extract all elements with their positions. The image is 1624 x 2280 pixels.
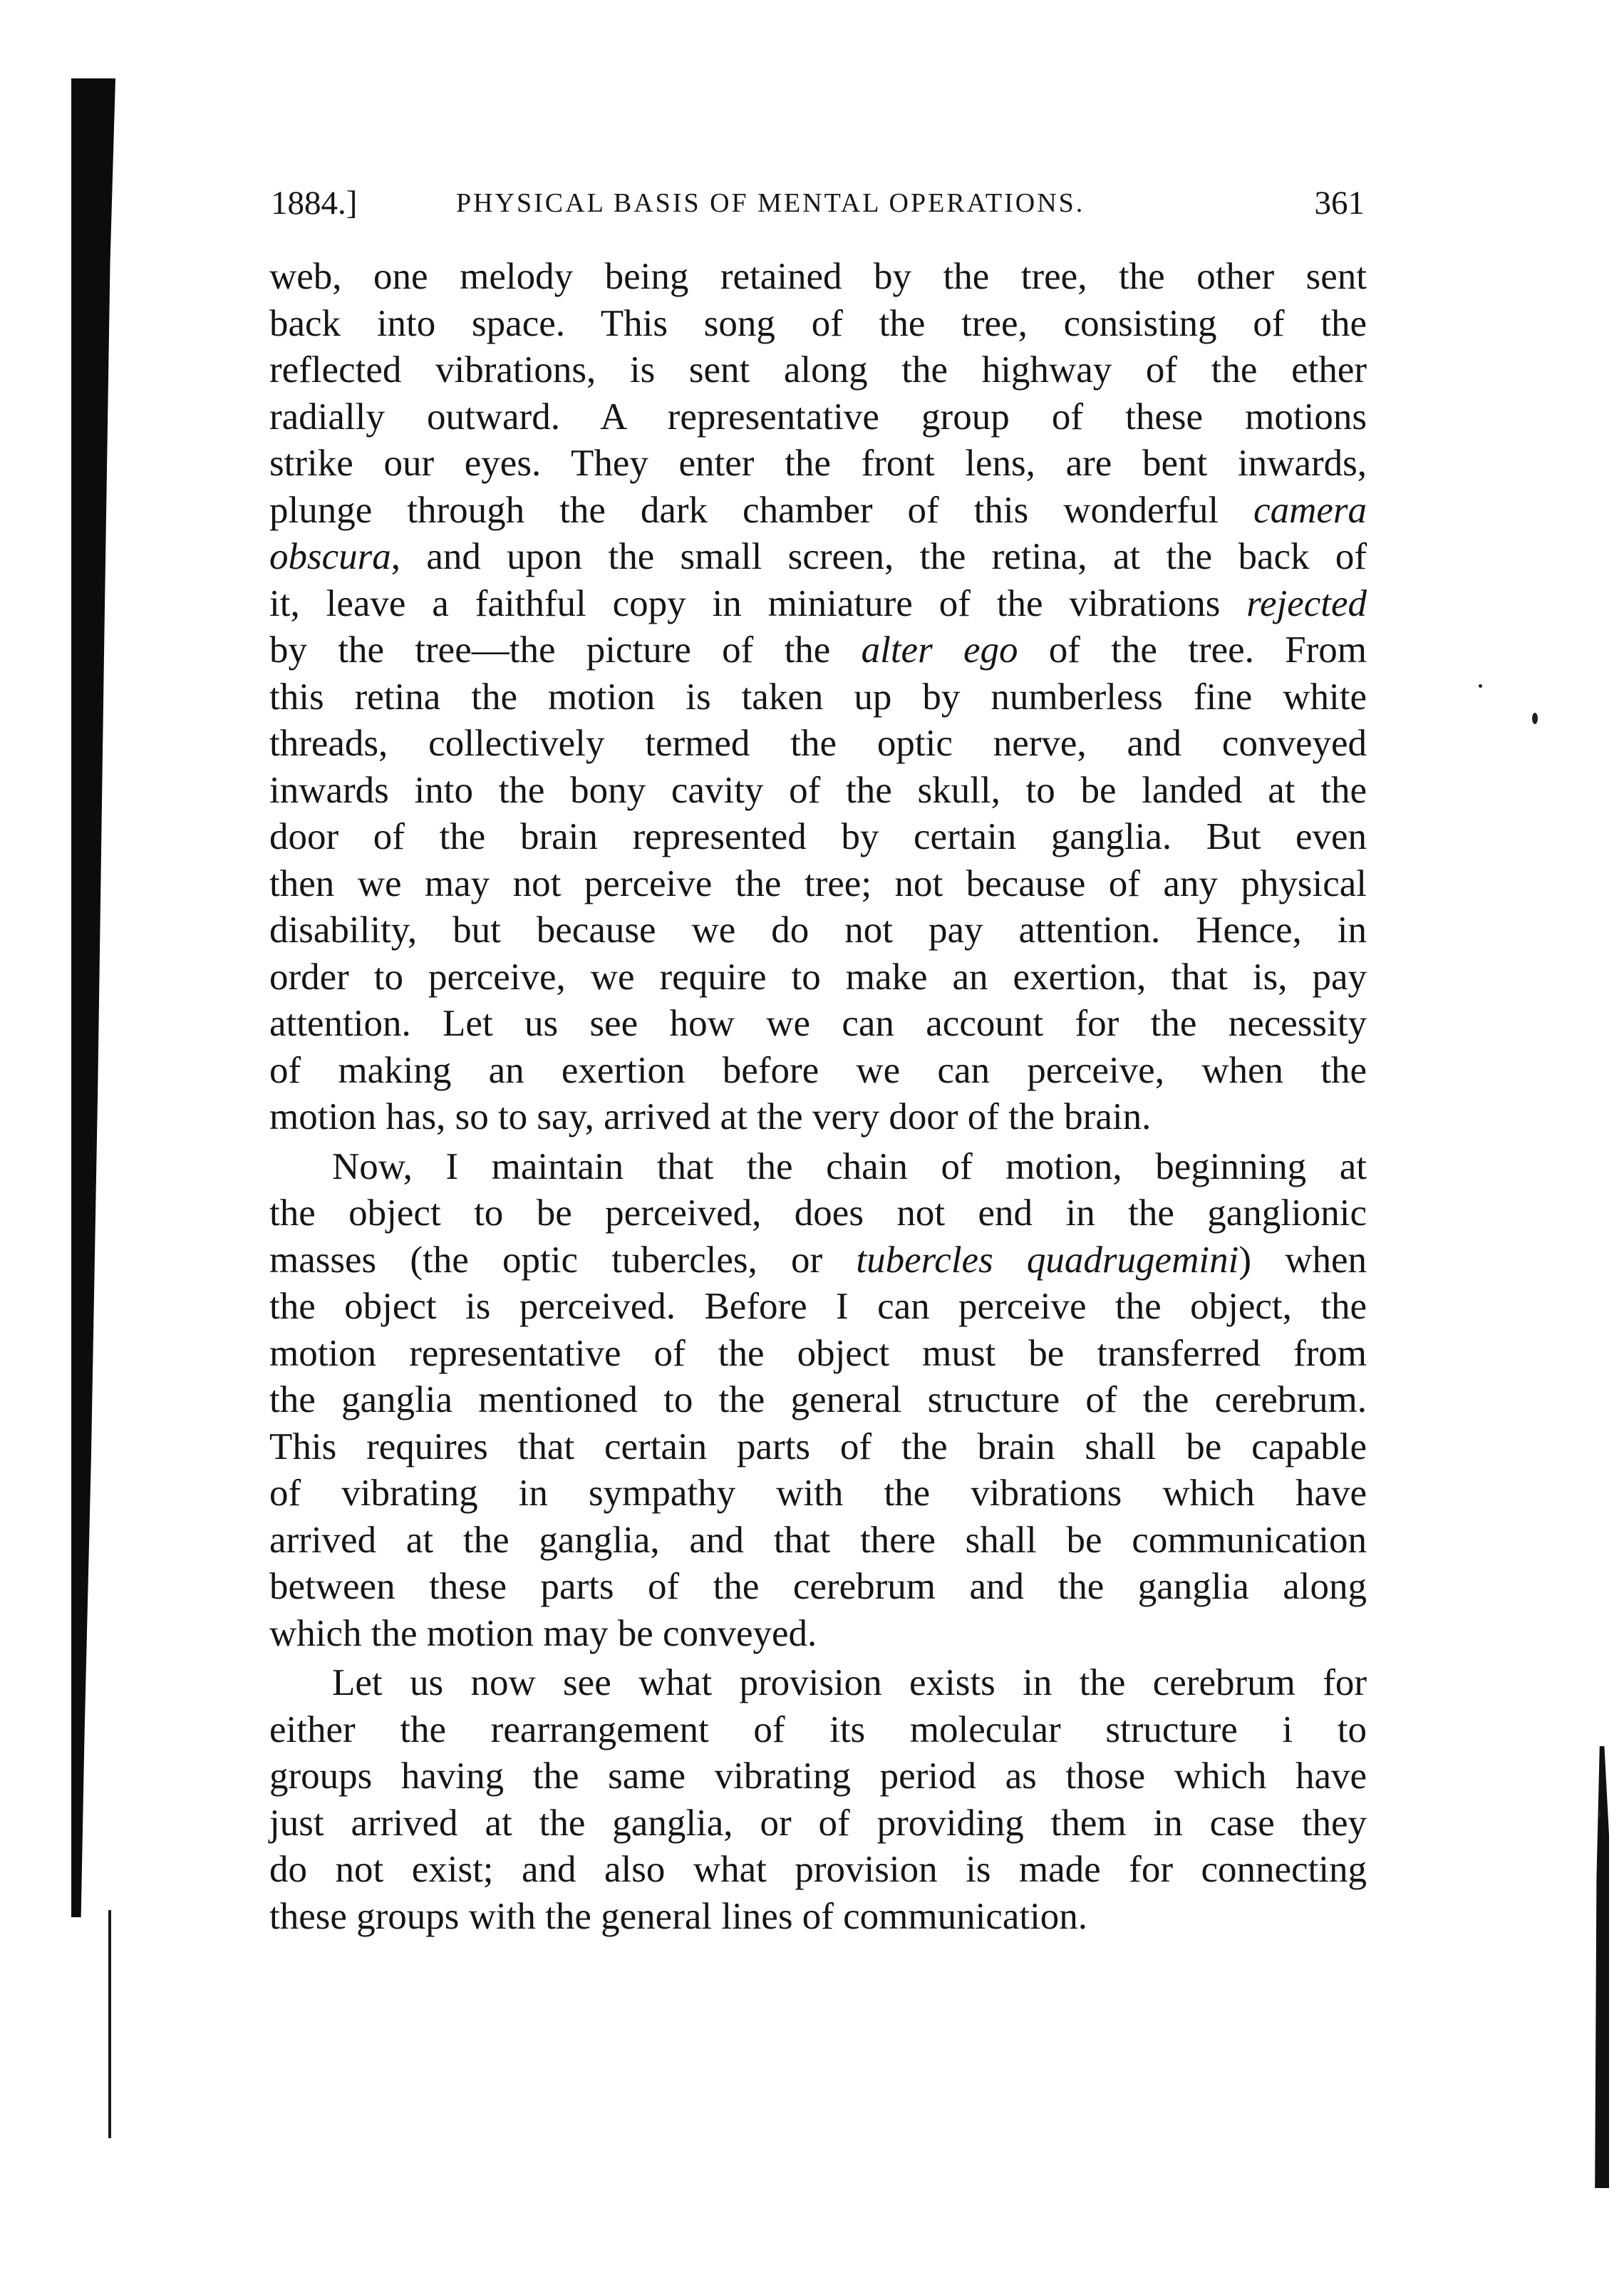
paragraph-3 — [269, 1660, 1367, 1940]
text-line: just arrived at the ganglia, or of providing them in case they — [269, 1802, 1367, 1844]
text-line: arrived at the ganglia, and that there shall be communication — [269, 1519, 1367, 1561]
text-line: either the rearrangement of its molecular structure i to — [269, 1708, 1367, 1750]
text-line: the ganglia mentioned to the general structure of the cerebrum. — [269, 1379, 1367, 1420]
binding-edge-left — [71, 0, 114, 2280]
binding-shadow — [71, 78, 115, 1917]
text-line: obscura, and upon the small screen, the retina, at the back of — [269, 536, 1367, 577]
scan-speck — [1598, 1810, 1600, 1817]
page-number: 361 — [1314, 185, 1365, 222]
binding-edge-right — [1593, 1746, 1609, 2188]
text-line: strike our eyes. They enter the front lens, are bent inwards, — [269, 443, 1367, 484]
header-title: PHYSICAL BASIS OF MENTAL OPERATIONS. — [456, 188, 1085, 218]
text-line: order to perceive, we require to make an exertion, that is, pay — [269, 956, 1367, 998]
scan-speck — [1479, 684, 1482, 688]
text-line: attention. Let us see how we can account for the necessity — [269, 1003, 1367, 1044]
header-year: 1884.] — [271, 185, 358, 222]
text-line: between these parts of the cerebrum and the ganglia along — [269, 1566, 1367, 1607]
text-line: it, leave a faithful copy in miniature of the vibrations rejected — [269, 582, 1367, 624]
text-line: the object to be perceived, does not end in the ganglionic — [269, 1192, 1367, 1234]
text-line: reflected vibrations, is sent along the highway of the ether — [269, 349, 1367, 391]
text-line: Now, I maintain that the chain of motion, beginning at — [332, 1145, 1367, 1187]
text-line: by the tree—the picture of the alter ego of the tree. From — [269, 629, 1367, 671]
scan-speck — [1532, 713, 1538, 724]
text-line: threads, collectively termed the optic nerve, and conveyed — [269, 723, 1367, 764]
binding-shadow-tail — [108, 1910, 111, 2138]
text-line: these groups with the general lines of communication. — [269, 1895, 1088, 1937]
body-text — [269, 254, 1367, 1940]
text-line: of making an exertion before we can perceive, when the — [269, 1049, 1367, 1091]
text-line: This requires that certain parts of the brain shall be capable — [269, 1425, 1367, 1467]
text-line: the object is perceived. Before I can perceive the object, the — [269, 1286, 1367, 1327]
text-line: web, one melody being retained by the tree, the other sent — [269, 256, 1367, 297]
text-line: this retina the motion is taken up by numberless fine white — [269, 676, 1367, 718]
text-line: plunge through the dark chamber of this wonderful camera — [269, 489, 1367, 531]
text-line: Let us now see what provision exists in the cerebrum for — [332, 1662, 1367, 1703]
text-line: of vibrating in sympathy with the vibrations which have — [269, 1472, 1367, 1514]
running-head — [271, 178, 1365, 228]
text-line: radially outward. A representative group of these motions — [269, 396, 1367, 438]
text-line: back into space. This song of the tree, consisting of the — [269, 302, 1367, 344]
text-line: motion has, so to say, arrived at the very door of the brain. — [269, 1096, 1152, 1138]
text-line: disability, but because we do not pay attention. Hence, in — [269, 909, 1367, 951]
paragraph-1 — [269, 254, 1367, 1141]
text-line: then we may not perceive the tree; not because of any physical — [269, 862, 1367, 904]
paragraph-2 — [269, 1144, 1367, 1658]
text-line: do not exist; and also what provision is made for connecting — [269, 1849, 1367, 1890]
text-line: motion representative of the object must be transferred from — [269, 1332, 1367, 1374]
text-line: groups having the same vibrating period as those which have — [269, 1755, 1367, 1797]
text-line: masses (the optic tubercles, or tubercles quadrugemini) when — [269, 1239, 1367, 1281]
text-line: inwards into the bony cavity of the skull, to be landed at the — [269, 769, 1367, 811]
text-line: door of the brain represented by certain ganglia. But even — [269, 816, 1367, 857]
text-line: which the motion may be conveyed. — [269, 1612, 817, 1654]
